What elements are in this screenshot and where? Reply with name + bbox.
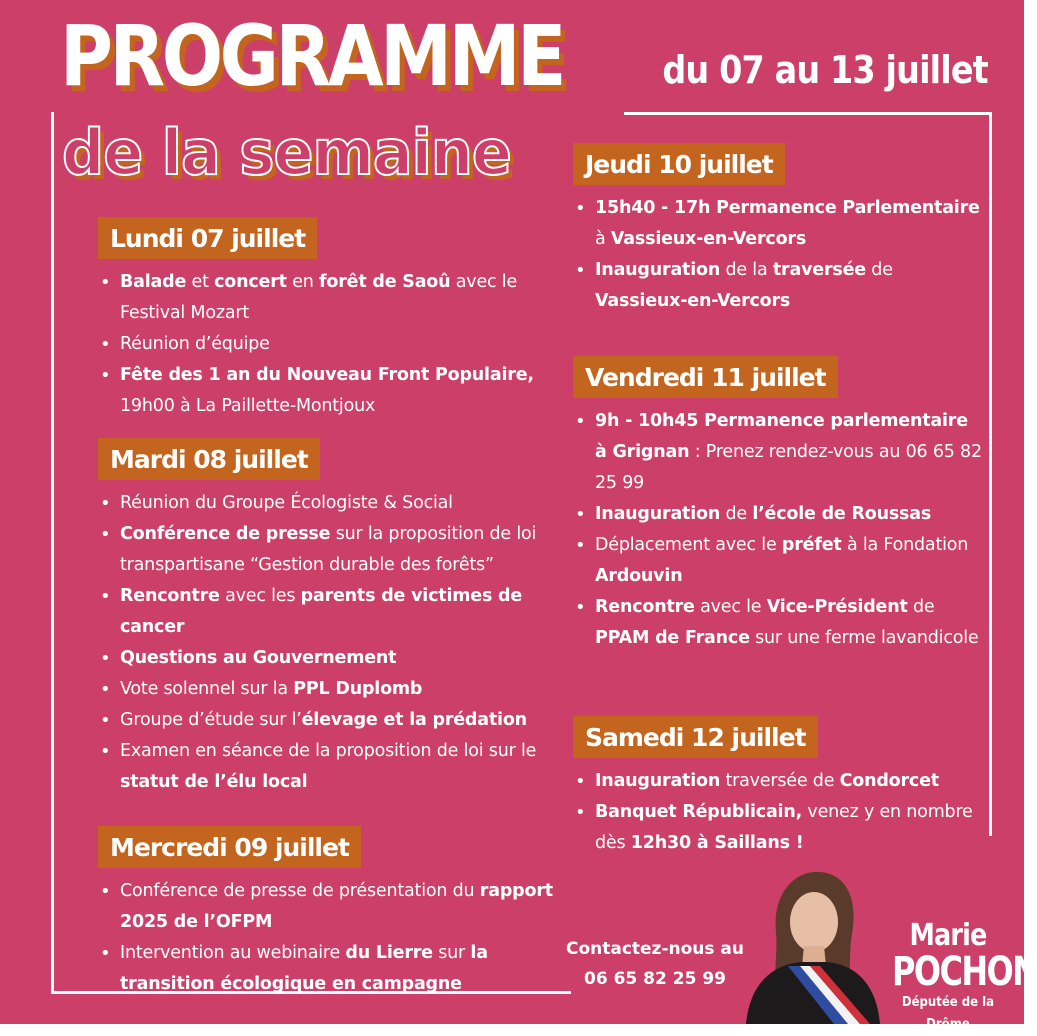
signature xyxy=(878,918,1037,1036)
deputy-first-name: Marie xyxy=(909,918,987,953)
event-text: de xyxy=(865,260,893,281)
page-subtitle: de la semaine xyxy=(62,116,511,189)
event-item xyxy=(573,592,985,654)
event-text: à la Fondation xyxy=(841,535,969,556)
event-item xyxy=(98,938,558,1000)
day-heading: Vendredi 11 juillet xyxy=(573,356,838,398)
event-text: sur une ferme lavandicole xyxy=(749,628,979,649)
event-text: avec le xyxy=(694,597,767,618)
event-list xyxy=(98,876,558,1000)
event-text-bold: PPL Duplomb xyxy=(293,679,423,700)
event-text: avec les xyxy=(219,586,301,607)
event-list xyxy=(573,193,985,317)
event-text: de xyxy=(720,504,753,525)
event-item xyxy=(573,766,985,797)
event-text-bold: Vassieux-en-Vercors xyxy=(610,229,807,250)
event-list xyxy=(98,267,558,422)
event-text: 19h00 à La Paillette-Montjoux xyxy=(120,396,376,417)
event-item xyxy=(573,530,985,592)
deputy-last-name: POCHON xyxy=(892,949,1037,995)
event-text-bold: Vassieux-en-Vercors xyxy=(595,291,791,312)
event-text: sur la proposition de loi transpartisane “Gestion durable des forêts” xyxy=(120,524,537,576)
deputy-role: Députée de la Drôme xyxy=(901,995,995,1032)
event-item xyxy=(98,581,558,643)
day-heading: Mercredi 09 juillet xyxy=(98,826,361,868)
day-wednesday xyxy=(98,826,558,1000)
event-text-bold: Rencontre xyxy=(595,597,695,618)
event-text: de la xyxy=(720,260,773,281)
day-saturday xyxy=(573,716,985,859)
event-item xyxy=(573,797,985,859)
event-text: Conférence de presse de présentation du xyxy=(120,881,480,902)
event-text: Intervention au webinaire xyxy=(120,943,346,964)
event-text-bold: Conférence de presse xyxy=(120,524,331,545)
event-item xyxy=(573,255,985,317)
event-text: de xyxy=(907,597,935,618)
event-text-bold: PPAM de France xyxy=(595,628,750,649)
deputy-portrait xyxy=(736,862,886,1024)
event-text-bold: Vice-Président xyxy=(766,597,908,618)
event-item xyxy=(573,193,985,255)
event-list xyxy=(573,766,985,859)
event-text-bold: Rencontre xyxy=(120,586,220,607)
event-text-bold: du Lierre xyxy=(345,943,433,964)
event-item xyxy=(98,736,558,798)
day-heading: Mardi 08 juillet xyxy=(98,438,320,480)
day-thursday xyxy=(573,143,985,317)
event-text: en xyxy=(286,272,320,293)
event-text: venez y en nombre dès xyxy=(595,802,973,854)
event-text: à xyxy=(595,229,611,250)
event-text: : Prenez rendez-vous au 06 65 82 25 99 xyxy=(595,442,982,494)
event-text-bold: statut de l’élu local xyxy=(120,772,308,793)
event-text-bold: Ardouvin xyxy=(595,566,683,587)
event-text-bold: Fête des 1 an du Nouveau Front Populaire, xyxy=(120,365,534,386)
event-text: Groupe d’étude sur l’ xyxy=(120,710,302,731)
event-text: Vote solennel sur la xyxy=(120,679,294,700)
day-heading: Samedi 12 juillet xyxy=(573,716,818,758)
event-text-bold: rapport 2025 de l’OFPM xyxy=(120,881,553,933)
event-item xyxy=(98,705,558,736)
event-text-bold: parents de victimes de cancer xyxy=(120,586,523,638)
event-text-bold: 12h30 à Saillans ! xyxy=(630,833,804,854)
date-range: du 07 au 13 juillet xyxy=(662,48,988,92)
event-item xyxy=(98,329,558,360)
day-heading: Lundi 07 juillet xyxy=(98,217,317,259)
contact-label: Contactez-nous au xyxy=(565,939,745,959)
event-item xyxy=(98,360,558,422)
event-text-bold: Inauguration xyxy=(595,260,721,281)
event-text: traversée de xyxy=(720,771,840,792)
event-list xyxy=(98,488,558,798)
event-item xyxy=(98,488,558,519)
day-tuesday xyxy=(98,438,558,798)
day-monday xyxy=(98,217,558,422)
event-text-bold: concert xyxy=(214,272,287,293)
event-item xyxy=(573,406,985,499)
frame-left-line xyxy=(51,112,54,994)
day-friday xyxy=(573,356,985,654)
event-text: avec le Festival Mozart xyxy=(120,272,518,324)
contact-block xyxy=(562,934,748,994)
event-text: Réunion d’équipe xyxy=(120,334,270,355)
frame-right-line xyxy=(989,112,992,836)
event-text-bold: forêt de Saoû xyxy=(319,272,451,293)
frame-top-line xyxy=(624,112,992,115)
event-text-bold: Inauguration xyxy=(595,771,721,792)
page-title: PROGRAMME xyxy=(60,7,563,105)
event-text: Déplacement avec le xyxy=(595,535,782,556)
event-text-bold: l’école de Roussas xyxy=(752,504,932,525)
event-text-bold: Questions au Gouvernement xyxy=(120,648,397,669)
event-text-bold: traversée xyxy=(772,260,866,281)
portrait-face xyxy=(790,892,838,952)
event-text-bold: préfet xyxy=(781,535,842,556)
event-text: et xyxy=(186,272,215,293)
event-text: Réunion du Groupe Écologiste & Social xyxy=(120,493,453,514)
event-item xyxy=(98,643,558,674)
day-heading: Jeudi 10 juillet xyxy=(573,143,785,185)
event-text-bold: élevage et la prédation xyxy=(301,710,527,731)
event-item xyxy=(573,499,985,530)
event-text-bold: 15h40 - 17h Permanence Parlementaire xyxy=(595,198,980,219)
event-text-bold: Condorcet xyxy=(839,771,939,792)
event-text: Examen en séance de la proposition de loi sur le xyxy=(120,741,537,762)
event-text-bold: Inauguration xyxy=(595,504,721,525)
event-text-bold: Banquet Républicain, xyxy=(595,802,803,823)
event-item xyxy=(98,267,558,329)
event-item xyxy=(98,674,558,705)
event-list xyxy=(573,406,985,654)
event-item xyxy=(98,876,558,938)
event-text: sur xyxy=(432,943,471,964)
event-text-bold: Balade xyxy=(120,272,187,293)
event-text-bold: 9h - 10h45 Permanence parlementaire à Grignan xyxy=(595,411,968,463)
contact-phone[interactable]: 06 65 82 25 99 xyxy=(584,969,726,989)
event-text-bold: la transition écologique en campagne xyxy=(120,943,488,995)
event-item xyxy=(98,519,558,581)
